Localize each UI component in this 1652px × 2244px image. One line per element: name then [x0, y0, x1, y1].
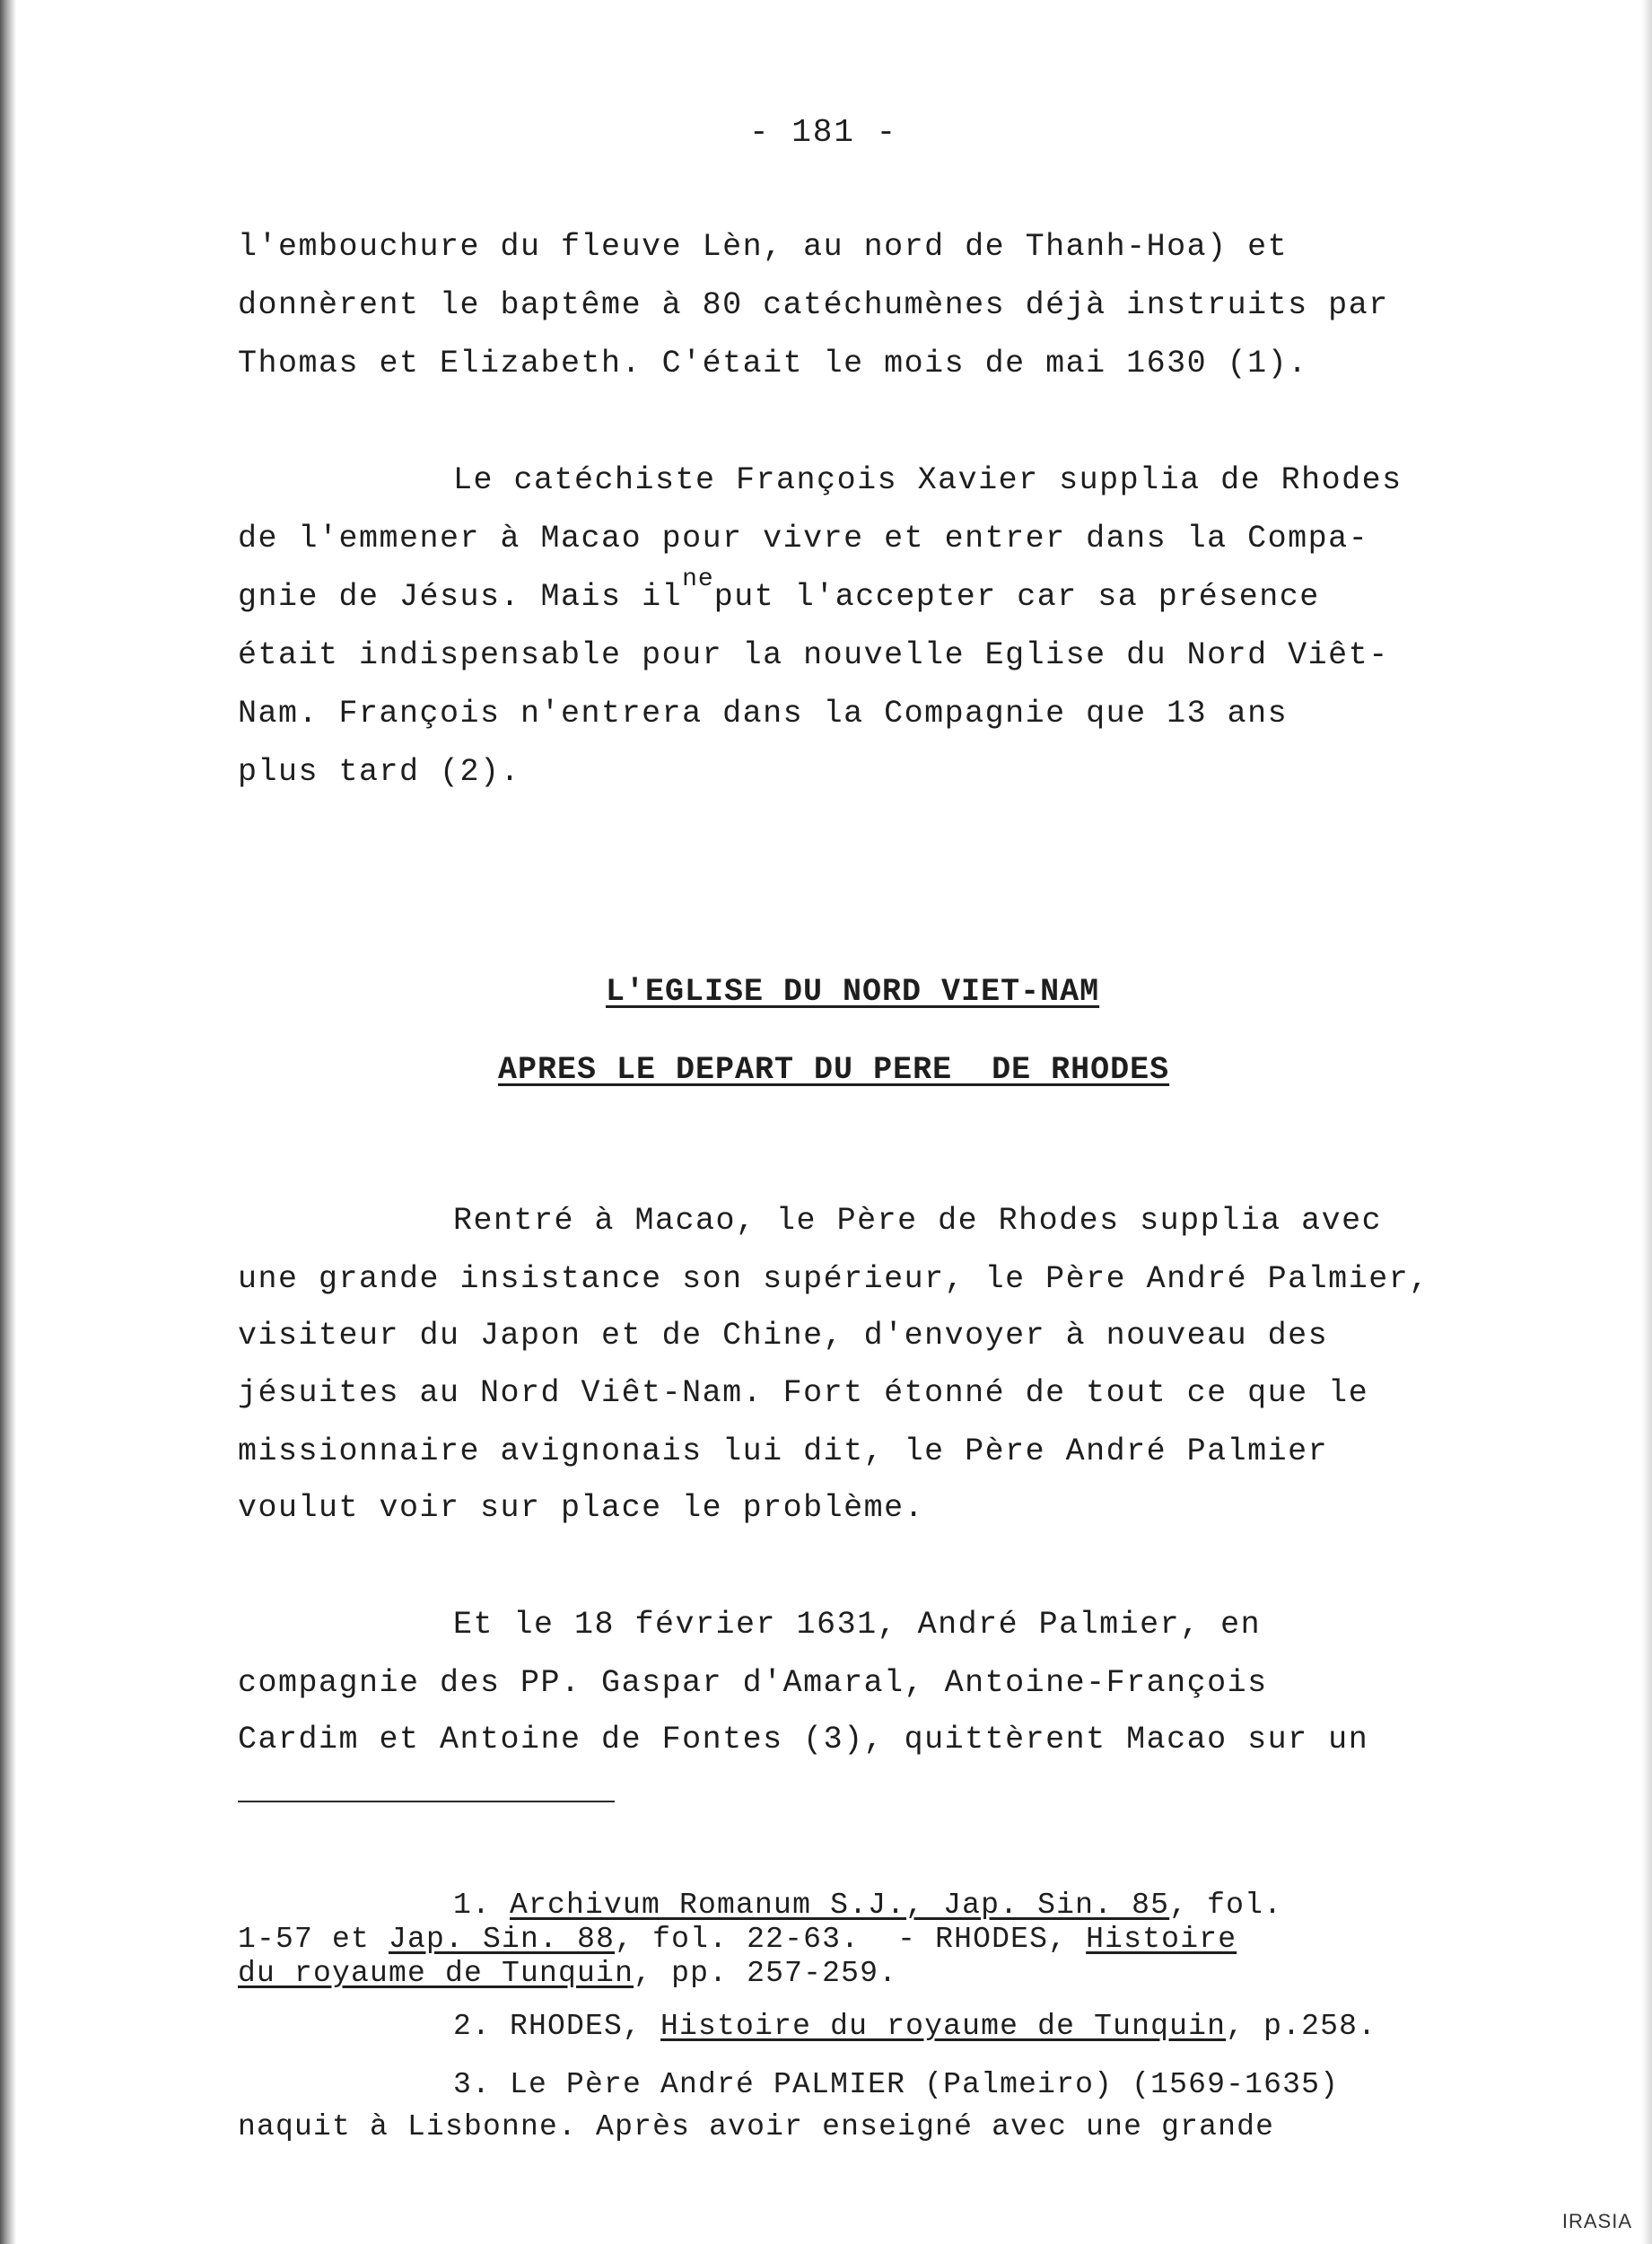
interlinear-insertion: ne	[682, 565, 714, 593]
page-number: - 181 -	[749, 114, 898, 151]
footnote-2-book-title: Histoire du royaume de Tunquin	[660, 2010, 1227, 2043]
paragraph-2-line-1: Le catéchiste François Xavier supplia de Rhodes	[453, 462, 1403, 498]
footnote-2-prefix: 2. RHODES,	[453, 2010, 661, 2043]
paragraph-3-line-5: missionnaire avignonais lui dit, le Père André Palmier	[238, 1433, 1329, 1469]
irasia-watermark: IRASIA	[1561, 2210, 1632, 2232]
footnote-1-line-2	[238, 1924, 1237, 1956]
footnote-1-source-title: Archivum Romanum S.J., Jap. Sin. 85	[510, 1889, 1170, 1922]
paragraph-3-line-4: jésuites au Nord Viêt-Nam. Fort étonné de tout ce que le	[238, 1375, 1369, 1411]
footnote-2-page: , p.258.	[1226, 2010, 1377, 2043]
footnote-1-range: 1-57 et	[238, 1923, 389, 1956]
paragraph-2-line-5: Nam. François n'entrera dans la Compagnie que 13 ans	[238, 696, 1289, 732]
footnote-1-source-2: Jap. Sin. 88	[389, 1923, 616, 1956]
paragraph-3-line-1: Rentré à Macao, le Père de Rhodes supplia avec	[453, 1203, 1383, 1239]
paragraph-4-line-3: Cardim et Antoine de Fontes (3), quittèrent Macao sur un	[238, 1722, 1369, 1758]
footnote-3-line-2: naquit à Lisbonne. Après avoir enseigné avec une grande	[238, 2110, 1275, 2143]
footnote-1-folio-2: , fol. 22-63. - RHODES,	[615, 1923, 1087, 1956]
footnote-3-line-1: 3. Le Père André PALMIER (Palmeiro) (1569-1635)	[453, 2068, 1340, 2101]
paragraph-2-line-3-end: put l'accepter car sa présence	[713, 579, 1320, 615]
footnote-1-number: 1.	[453, 1889, 511, 1922]
paragraph-4-line-2: compagnie des PP. Gaspar d'Amaral, Antoine-François	[238, 1665, 1268, 1701]
section-heading-line-2: APRES LE DEPART DU PERE DE RHODES	[498, 1052, 1170, 1088]
paragraph-1-line-1: l'embouchure du fleuve Lèn, au nord de Thanh-Hoa) et	[238, 229, 1289, 265]
footnote-1-book-title-start: Histoire	[1086, 1923, 1237, 1956]
footnote-1-line-3	[238, 1958, 897, 1990]
footnote-1-folio: , fol.	[1169, 1889, 1283, 1922]
footnote-2	[453, 2011, 1377, 2043]
scan-right-edge	[1641, 0, 1652, 2244]
paragraph-2-line-3	[238, 565, 1320, 618]
paragraph-3-line-3: visiteur du Japon et de Chine, d'envoyer à nouveau des	[238, 1318, 1329, 1354]
section-heading-line-1: L'EGLISE DU NORD VIET-NAM	[606, 974, 1100, 1010]
paragraph-1-line-2: donnèrent le baptême à 80 catéchumènes déjà instruits par	[238, 287, 1389, 323]
paragraph-2-line-2: de l'emmener à Macao pour vivre et entrer dans la Compa-	[238, 521, 1369, 557]
footnote-1-book-title-end: du royaume de Tunquin	[238, 1957, 634, 1990]
scan-edge-shadow	[0, 0, 16, 2244]
footnote-separator	[238, 1801, 615, 1802]
paragraph-3-line-2: une grande insistance son supérieur, le Père André Palmier,	[238, 1261, 1429, 1297]
paragraph-2-line-6: plus tard (2).	[238, 754, 521, 790]
paragraph-4-line-1: Et le 18 février 1631, André Palmier, en	[453, 1607, 1262, 1643]
footnote-1-line-1	[453, 1889, 1282, 1922]
footnote-1-pages: , pp. 257-259.	[634, 1957, 898, 1990]
paragraph-3-line-6: voulut voir sur place le problème.	[238, 1490, 925, 1526]
paragraph-2-line-3-start: gnie de Jésus. Mais il	[238, 579, 683, 615]
paragraph-1-line-3: Thomas et Elizabeth. C'était le mois de mai 1630 (1).	[238, 346, 1308, 381]
paragraph-2-line-4: était indispensable pour la nouvelle Eglise du Nord Viêt-	[238, 637, 1389, 673]
